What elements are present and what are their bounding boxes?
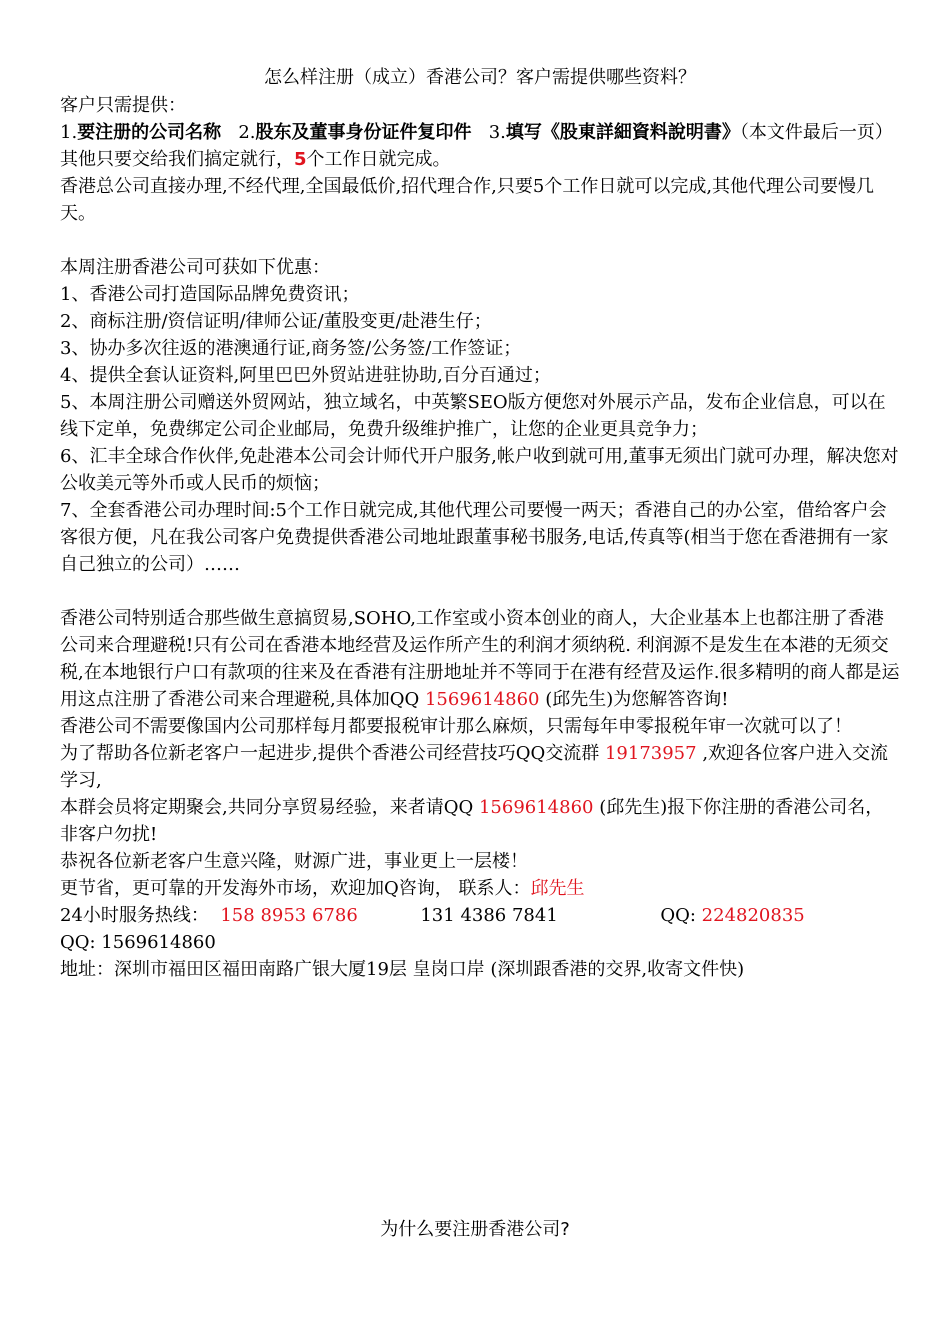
offer-item-5: 5、本周注册公司赠送外贸网站，独立域名，中英繁SEO版方便您对外展示产品，发布企业信息，可以在线下定单，免费绑定公司企业邮局，免费升级维护推广，让您的企业更具竞争力；	[60, 392, 886, 440]
qq-number-link[interactable]: 1569614860	[424, 689, 540, 710]
qq-group-number[interactable]: 19173957	[604, 743, 697, 764]
offer-item-1: 1、香港公司打造国际品牌免费资讯；	[60, 284, 360, 305]
item2-num: 2.	[238, 122, 256, 143]
body-paragraph-4	[60, 794, 900, 848]
item2-text: 股东及董事身份证件复印件	[255, 122, 472, 143]
body-p1-tail: (邱先生)为您解答咨询!	[539, 689, 729, 710]
qq-number-link-2[interactable]: 1569614860	[478, 797, 594, 818]
body-p4-tail: (邱先生)报下你注册的香港公司名，非客户勿扰!	[60, 797, 884, 845]
offer-item-3: 3、协办多次往返的港澳通行证,商务签/公务签/工作签证；	[60, 338, 522, 359]
spacer	[60, 227, 900, 254]
qq-line: QQ: 1569614860	[60, 932, 216, 953]
body-paragraph-3	[60, 740, 900, 794]
document-page	[60, 64, 900, 983]
intro-line2-b: 个工作日就完成。	[306, 149, 451, 170]
body-paragraph-5: 恭祝各位新老客户生意兴隆，财源广进，事业更上一层楼！	[60, 851, 528, 872]
item3-num: 3.	[488, 122, 506, 143]
body-p3-text: 为了帮助各位新老客户一起进步,提供个香港公司经营技巧QQ交流群	[60, 743, 605, 764]
document-title: 怎么样注册（成立）香港公司？客户需提供哪些资料？	[264, 67, 696, 88]
days-count: 5	[294, 149, 307, 170]
address-line: 地址：深圳市福田区福田南路广银大厦19层 皇岗口岸 (深圳跟香港的交界,收寄文件快)	[60, 959, 745, 980]
hotline-phone-2[interactable]: 131 4386 7841	[420, 905, 558, 926]
section-2-title: 为什么要注册香港公司?	[380, 1219, 570, 1240]
contact-person: 邱先生	[530, 878, 585, 899]
offer-item-2: 2、商标注册/资信证明/律师公证/董股变更/赴港生仔；	[60, 311, 492, 332]
intro-line2-a: 其他只要交给我们搞定就行，	[60, 149, 294, 170]
intro-line3: 香港总公司直接办理,不经代理,全国最低价,招代理合作,只要5个工作日就可以完成,其他代理公司要慢几天。	[60, 176, 875, 224]
hotline-label: 24小时服务热线：	[60, 905, 209, 926]
item3-note: （本文件最后一页）	[739, 122, 893, 143]
intro-line2	[60, 146, 900, 173]
offer-item-6: 6、汇丰全球合作伙伴,免赴港本公司会计师代开户服务,帐户收到就可用,董事无须出门就可办理，解决您对公收美元等外币或人民币的烦恼；	[60, 446, 899, 494]
spacer	[60, 578, 900, 605]
offers-heading: 本周注册香港公司可获如下优惠：	[60, 257, 330, 278]
item1-text: 要注册的公司名称	[77, 122, 222, 143]
item1-num: 1.	[60, 122, 78, 143]
body-p3-tail: ,欢迎各位客户进入交流学习,	[60, 743, 889, 791]
offer-item-7: 7、全套香港公司办理时间:5个工作日就完成,其他代理公司要慢一两天；香港自己的办公室，借给客户会客很方便，凡在我公司客户免费提供香港公司地址跟董事秘书服务,电话,传真等(相当于您在香港拥有一家自己独立的公司）……	[60, 500, 889, 575]
hotline-qq-label: QQ:	[660, 905, 696, 926]
item3-text: 填写《股東詳細資料說明書》	[505, 122, 740, 143]
hotline-qq[interactable]: 224820835	[701, 905, 805, 926]
hotline-phone-1[interactable]: 158 8953 6786	[220, 905, 358, 926]
hotline-line	[60, 902, 900, 929]
body-paragraph-1	[60, 605, 900, 713]
offer-item-4: 4、提供全套认证资料,阿里巴巴外贸站进驻协助,百分百通过；	[60, 365, 551, 386]
body-p1-text: 香港公司特别适合那些做生意搞贸易,SOHO,工作室或小资本创业的商人，大企业基本上也都注册了香港公司来合理避税!只有公司在香港本地经营及运作所产生的利润才须纳税. 利润源不是发生在本港的无须交税,在本地银行户口有款项的往来及在香港有注册地址并不等同于在港有经营及运作.很多精明的商人都是运用这点注册了香港公司来合理避税,具体加QQ	[60, 608, 900, 710]
intro-lead: 客户只需提供：	[60, 95, 186, 116]
contact-text: 更节省，更可靠的开发海外市场，欢迎加Q咨询， 联系人：	[60, 878, 531, 899]
body-p4-text: 本群会员将定期聚会,共同分享贸易经验，来者请QQ	[60, 797, 479, 818]
body-paragraph-2: 香港公司不需要像国内公司那样每月都要报税审计那么麻烦，只需每年申零报税年审一次就可以了！	[60, 716, 852, 737]
contact-line	[60, 875, 900, 902]
required-materials	[60, 119, 900, 146]
